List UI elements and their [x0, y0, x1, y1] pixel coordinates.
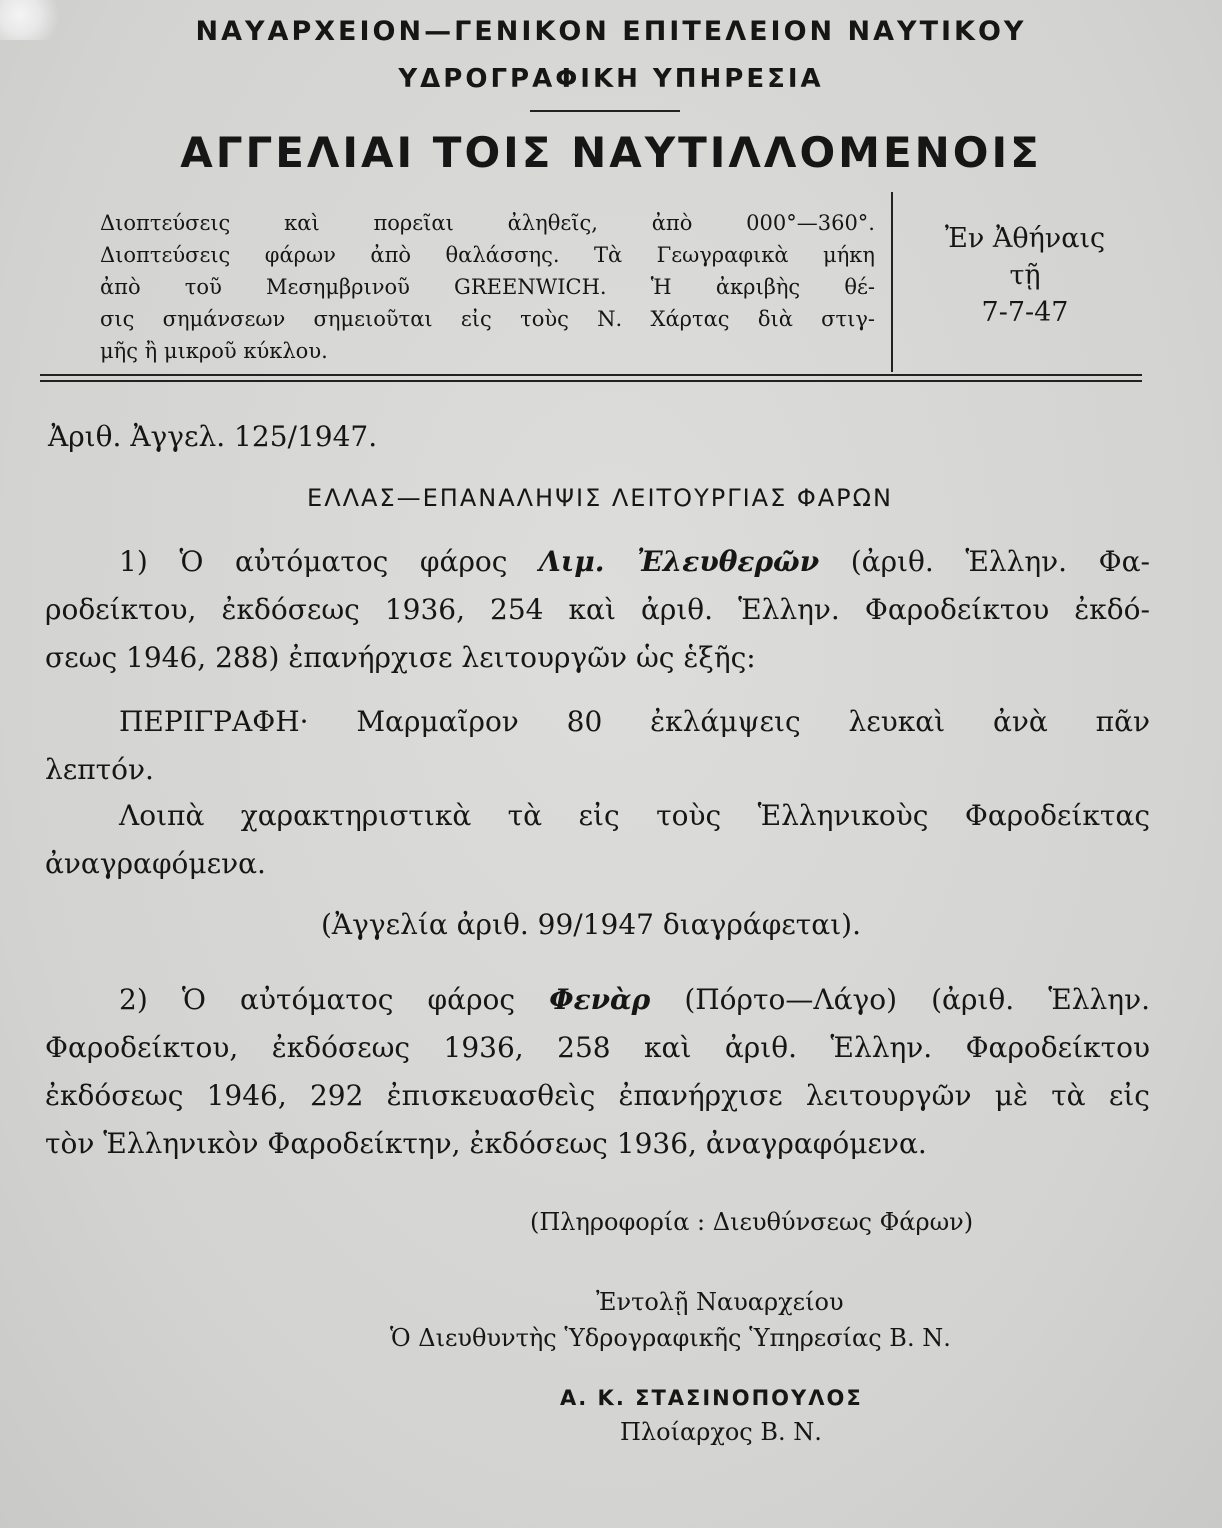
lighthouse-name-2: Φενὰρ: [549, 983, 651, 1016]
order-line: Ἐντολῇ Ναυαρχείου: [596, 1288, 844, 1316]
date-block: [900, 220, 1150, 331]
date-place: Ἐν Ἀθήναις: [944, 223, 1106, 254]
information-source: (Πληροφορία : Διευθύνσεως Φάρων): [530, 1208, 974, 1236]
director-line: Ὁ Διευθυντὴς Ὑδρογραφικῆς Ὑπηρεσίας Β. Ν.: [390, 1324, 951, 1352]
notes-line: Διοπτεύσεις φάρων ἀπὸ θαλάσσης. Τὰ Γεωγραφικὰ μήκη: [100, 243, 875, 267]
item2-line3: ἐκδόσεως 1946, 292 ἐπισκευασθεὶς ἐπανήρχισε λειτουργῶν μὲ τὰ εἰς: [45, 1079, 1150, 1112]
cancelled-notice: (Ἀγγελία ἀριθ. 99/1947 διαγράφεται).: [320, 908, 862, 941]
navigation-notes: [100, 207, 875, 367]
header-navy-staff: ΝΑΥΑΡΧΕΙΟΝ—ΓΕΝΙΚΟΝ ΕΠΙΤΕΛΕΙΟΝ ΝΑΥΤΙΚΟΥ: [195, 16, 1027, 47]
lighthouse-name-1: Λιμ. Ἐλευθερῶν: [539, 545, 820, 578]
item2-line4: τὸν Ἑλληνικὸν Φαροδείκτην, ἐκδόσεως 1936, ἀναγραφόμενα.: [45, 1127, 927, 1160]
item1-line3: σεως 1946, 288) ἐπανήρχισε λειτουργῶν ὡς ἑξῆς:: [45, 641, 756, 674]
item-1: [45, 538, 1150, 682]
item2-line1: 2) Ὁ αὐτόματος φάρος Φενὰρ (Πόρτο—Λάγο) (ἀριθ. Ἑλλην.: [119, 983, 1151, 1016]
item-1-remaining: [45, 792, 1150, 888]
notes-line: μῆς ἢ μικροῦ κύκλου.: [100, 339, 328, 363]
notice-subject: ΕΛΛΑΣ—ΕΠΑΝΑΛΗΨΙΣ ΛΕΙΤΟΥΡΓΙΑΣ ΦΑΡΩΝ: [307, 484, 893, 512]
notes-line: ἀπὸ τοῦ Μεσημβρινοῦ GREENWICH. Ἡ ἀκριβὴς θέ-: [100, 275, 875, 299]
header-hydrographic-service: ΥΔΡΟΓΡΑΦΙΚΗ ΥΠΗΡΕΣΙΑ: [398, 64, 824, 94]
description-line2: λεπτόν.: [45, 753, 154, 786]
item2-line2: Φαροδείκτου, ἐκδόσεως 1936, 258 καὶ ἀριθ. Ἑλλην. Φαροδείκτου: [45, 1031, 1150, 1064]
signatory-rank: Πλοίαρχος Β. Ν.: [620, 1418, 822, 1446]
header-rule-top: [40, 374, 1142, 376]
signatory-name: Α. Κ. ΣΤΑΣΙΝΟΠΟΥΛΟΣ: [560, 1386, 863, 1410]
remaining-line1: Λοιπὰ χαρακτηριστικὰ τὰ εἰς τοὺς Ἑλληνικοὺς Φαροδείκτας: [119, 799, 1150, 832]
header-rule-bottom: [40, 380, 1142, 382]
notes-line: σις σημάνσεων σημειοῦται εἰς τοὺς Ν. Χάρτας διὰ στιγ-: [100, 307, 875, 331]
item1-line2: ροδείκτου, ἐκδόσεως 1936, 254 καὶ ἀριθ. Ἑλλην. Φαροδείκτου ἐκδό-: [45, 593, 1150, 626]
notice-number: Ἀριθ. Ἀγγελ. 125/1947.: [48, 420, 378, 453]
header-vertical-divider: [891, 192, 893, 372]
remaining-line2: ἀναγραφόμενα.: [45, 847, 266, 880]
date-article: τῇ: [1009, 260, 1041, 291]
item-2: [45, 976, 1150, 1168]
item-1-description: [45, 698, 1150, 794]
document-title: ΑΓΓΕΛΙΑΙ ΤΟΙΣ ΝΑΥΤΙΛΛΟΜΕΝΟΙΣ: [180, 128, 1042, 177]
description-line1: ΠΕΡΙΓΡΑΦΗ· Μαρμαῖρον 80 ἐκλάμψεις λευκαὶ ἀνὰ πᾶν: [119, 705, 1150, 738]
notes-line: Διοπτεύσεις καὶ πορεῖαι ἀληθεῖς, ἀπὸ 000°—360°.: [100, 211, 875, 235]
item1-line1: 1) Ὁ αὐτόματος φάρος Λιμ. Ἐλευθερῶν (ἀριθ. Ἑλλην. Φα-: [119, 545, 1150, 578]
header-divider: [530, 110, 680, 112]
date-value: 7-7-47: [981, 297, 1069, 328]
